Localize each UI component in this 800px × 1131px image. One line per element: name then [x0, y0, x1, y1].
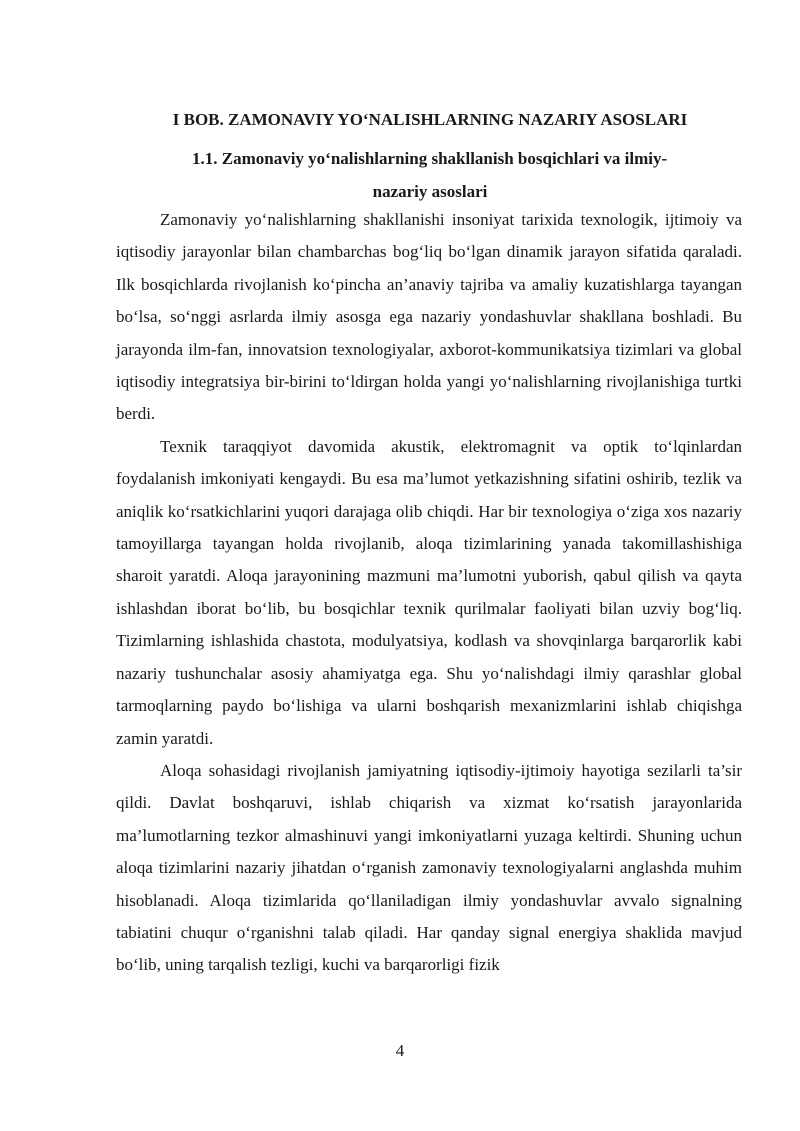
section-title-line-1: 1.1. Zamonaviy yo‘nalishlarning shakllanish bosqichlari va ilmiy-: [192, 149, 668, 168]
paragraph: Texnik taraqqiyot davomida akustik, elektromagnit va optik to‘lqinlardan foydalanish imkoniyati kengaydi. Bu esa ma’lumot yetkazishning sifatini oshirib, tezlik va aniqlik ko‘rsatkichlarini yuqori darajaga olib chiqdi. Har bir texnologiya o‘ziga xos nazariy tamoyillarga tayangan holda rivojlanib, aloqa tizimlarining yanada takomillashishiga sharoit yaratdi. Aloqa jarayonining mazmuni ma’lumotni yuborish, qabul qilish va qayta ishlashdan iborat bo‘lib, bu bosqichlar texnik qurilmalar faoliyati bilan uzviy bog‘liq. Tizimlarning ishlashida chastota, modulyatsiya, kodlash va shovqinlarga barqarorlik kabi nazariy tushunchalar asosiy ahamiyatga ega. Shu yo‘nalishdagi ilmiy qarashlar global tarmoqlarning paydo bo‘lishiga va ularni boshqarish mexanizmlarini ishlab chiqishga zamin yaratdi.: [116, 436, 742, 748]
body-text: [116, 204, 742, 982]
section-title: [120, 142, 740, 208]
chapter-title: I BOB. ZAMONAVIY YO‘NALISHLARNING NAZARIY ASOSLARI: [172, 110, 688, 129]
section-title-line-2: nazariy asoslari: [372, 182, 488, 201]
paragraph: Aloqa sohasidagi rivojlanish jamiyatning iqtisodiy-ijtimoiy hayotiga sezilarli ta’sir qildi. Davlat boshqaruvi, ishlab chiqarish va xizmat ko‘rsatish jarayonlarida ma’lumotlarning tezkor almashinuvi yangi imkoniyatlarni yuzaga keltirdi. Shuning uchun aloqa tizimlarini nazariy jihatdan o‘rganish zamonaviy texnologiyalarni anglashda muhim hisoblanadi. Aloqa tizimlarida qo‘llaniladigan ilmiy yondashuvlar avvalo signalning tabiatini chuqur o‘rganishni talab qiladi. Har qanday signal energiya shaklida mavjud bo‘lib, uning tarqalish tezligi, kuchi va barqarorligi fizik: [116, 760, 742, 975]
paragraph: Zamonaviy yo‘nalishlarning shakllanishi insoniyat tarixida texnologik, ijtimoiy va iqtisodiy jarayonlar bilan chambarchas bog‘liq bo‘lgan dinamik jarayon sifatida qaraladi. Ilk bosqichlarda rivojlanish ko‘pincha an’anaviy tajriba va amaliy kuzatishlarga tayangan bo‘lsa, so‘nggi asrlarda ilmiy asosga ega nazariy yondashuvlar shakllana boshladi. Bu jarayonda ilm-fan, innovatsion texnologiyalar, axborot-kommunikatsiya tizimlari va global iqtisodiy integratsiya bir-birini to‘ldirgan holda yangi yo‘nalishlarning rivojlanishiga turtki berdi.: [116, 210, 742, 424]
page-number: 4: [395, 1041, 405, 1060]
